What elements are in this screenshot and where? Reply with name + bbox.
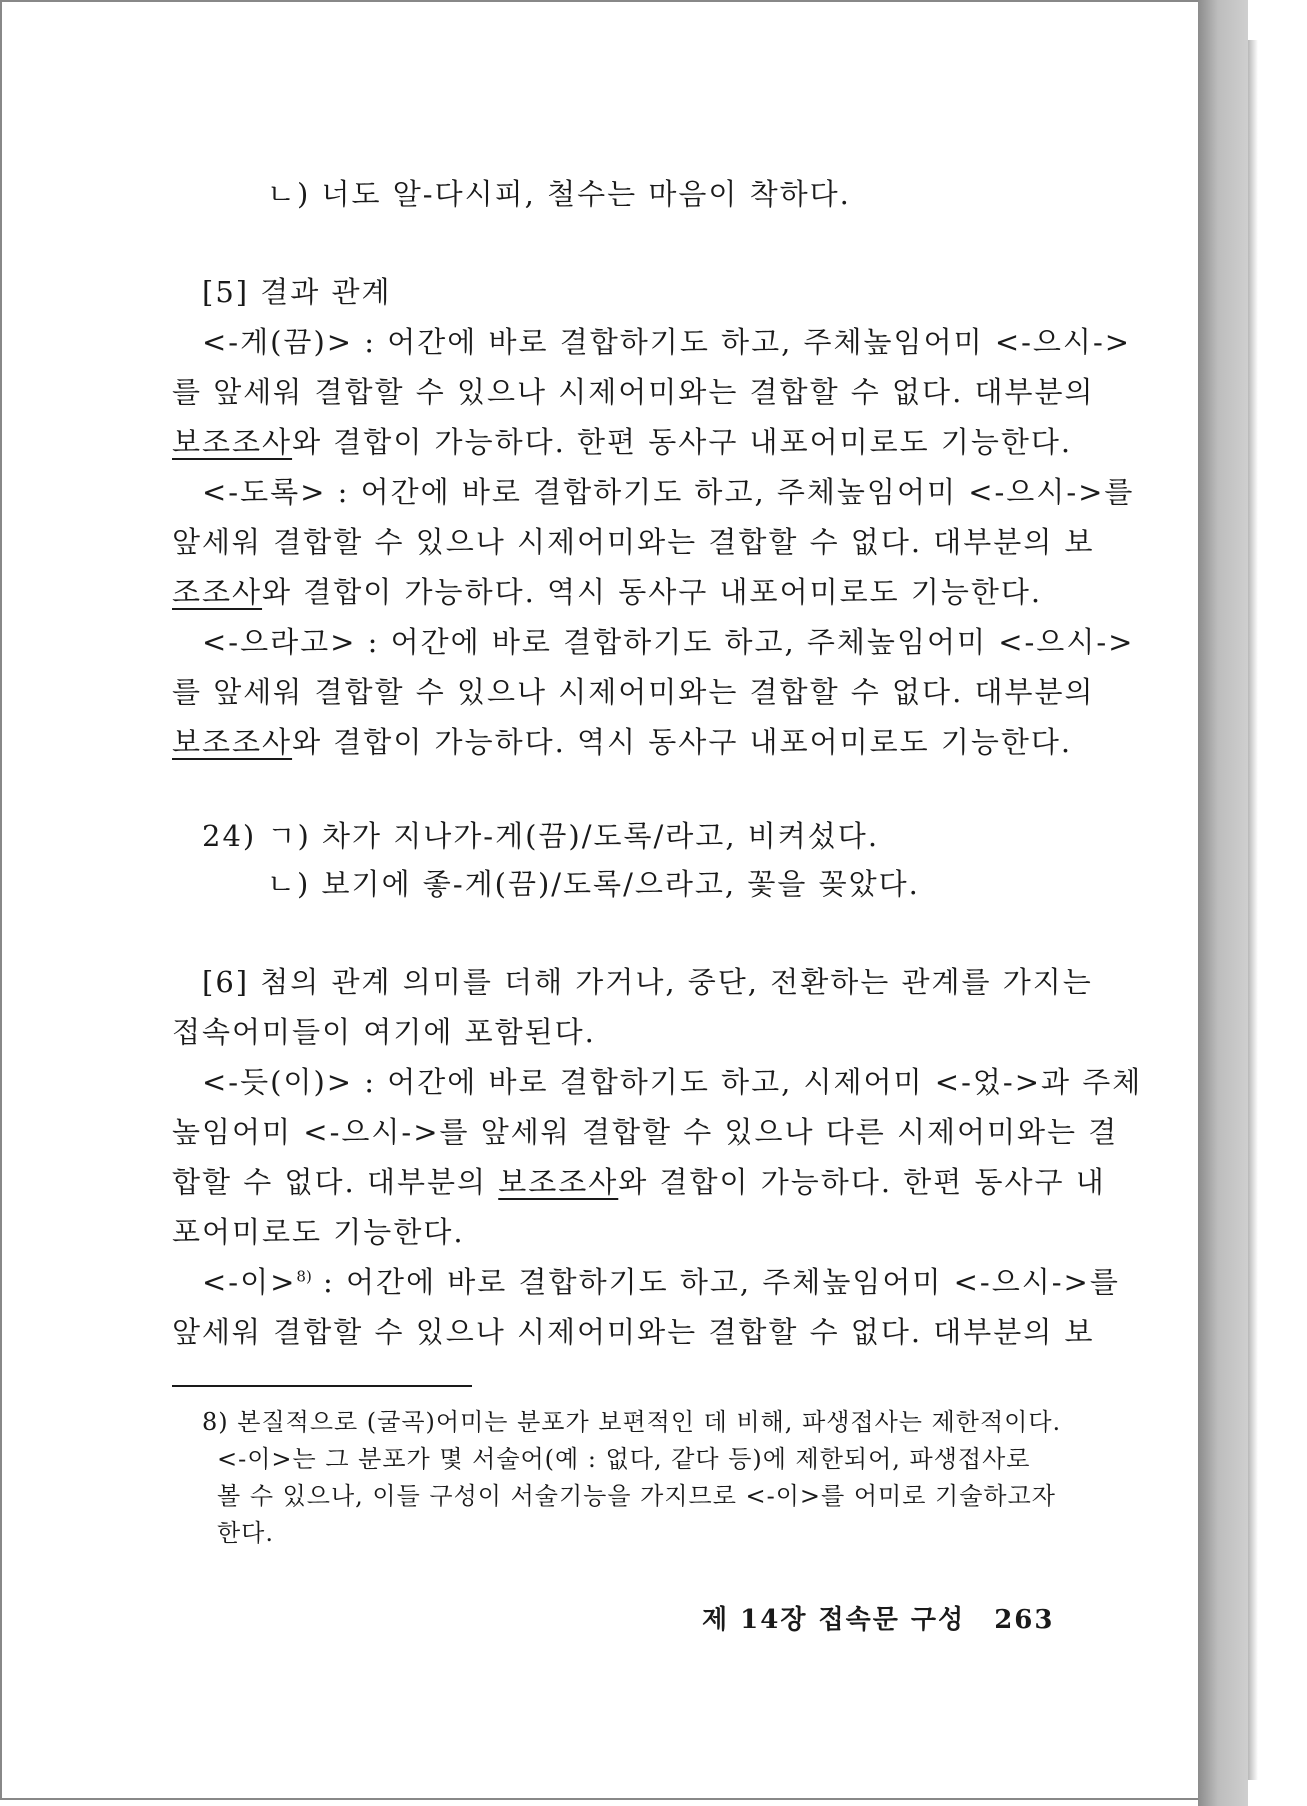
s6-p1-line2: 높임어미 <-으시->를 앞세워 결합할 수 있으나 다른 시제어미와는 결 bbox=[172, 1115, 1119, 1149]
underlined-term: 보조조사 bbox=[172, 725, 293, 759]
book-edge-shadow bbox=[1248, 40, 1258, 1780]
text-run: <-이> bbox=[202, 1265, 297, 1299]
text-run: 와 결합이 가능하다. 역시 동사구 내포어미로도 기능한다. bbox=[262, 575, 1043, 609]
example-24b: ㄴ) 보기에 좋-게(끔)/도록/으라고, 꽃을 꽂았다. bbox=[267, 867, 920, 901]
text-run: 와 결합이 가능하다. 한편 동사구 내 bbox=[618, 1165, 1106, 1199]
underlined-term: 조조사 bbox=[172, 575, 263, 609]
footnote-line4: 한다. bbox=[217, 1519, 274, 1547]
s5-p2-line1: <-도록> : 어간에 바로 결합하기도 하고, 주체높임어미 <-으시->를 bbox=[202, 475, 1135, 509]
underlined-term: 보조조사 bbox=[172, 425, 293, 459]
s6-p1-line1: <-듯(이)> : 어간에 바로 결합하기도 하고, 시제어미 <-었->과 주체 bbox=[202, 1065, 1143, 1099]
underlined-term: 보조조사 bbox=[498, 1165, 619, 1199]
s5-p3-line2: 를 앞세워 결합할 수 있으나 시제어미와는 결합할 수 없다. 대부분의 bbox=[172, 675, 1095, 709]
text-run: 와 결합이 가능하다. 한편 동사구 내포어미로도 기능한다. bbox=[292, 425, 1073, 459]
s6-p2-line1 bbox=[202, 1260, 1120, 1301]
example-24a: 24) ㄱ) 차가 지나가-게(끔)/도록/라고, 비켜섰다. bbox=[202, 819, 880, 853]
s6-p1-line3 bbox=[172, 1160, 1106, 1201]
text-run: : 어간에 바로 결합하기도 하고, 주체높임어미 <-으시->를 bbox=[311, 1265, 1120, 1299]
section-6-heading: [6] 첨의 관계 의미를 더해 가거나, 중단, 전환하는 관계를 가지는 bbox=[202, 965, 1093, 999]
s5-p2-line3 bbox=[172, 570, 1042, 611]
chapter-title: 제 14장 접속문 구성 bbox=[702, 1605, 966, 1635]
s5-p3-line3 bbox=[172, 720, 1072, 761]
s5-p1-line2: 를 앞세워 결합할 수 있으나 시제어미와는 결합할 수 없다. 대부분의 bbox=[172, 375, 1095, 409]
footnote-line3: 볼 수 있으나, 이들 구성이 서술기능을 가지므로 <-이>를 어미로 기술하고자 bbox=[217, 1482, 1056, 1510]
footnote-ref: 8) bbox=[296, 1267, 312, 1286]
text-run: 와 결합이 가능하다. 역시 동사구 내포어미로도 기능한다. bbox=[292, 725, 1073, 759]
page-number: 263 bbox=[994, 1605, 1055, 1635]
book-edge bbox=[1198, 0, 1248, 1806]
s5-p1-line3 bbox=[172, 420, 1072, 461]
section-5-heading: [5] 결과 관계 bbox=[202, 275, 392, 309]
s5-p1-line1: <-게(끔)> : 어간에 바로 결합하기도 하고, 주체높임어미 <-으시-> bbox=[202, 325, 1132, 359]
s6-p2-line2: 앞세워 결합할 수 있으나 시제어미와는 결합할 수 없다. 대부분의 보 bbox=[172, 1315, 1095, 1349]
s5-p2-line2: 앞세워 결합할 수 있으나 시제어미와는 결합할 수 없다. 대부분의 보 bbox=[172, 525, 1095, 559]
s6-p1-line4: 포어미로도 기능한다. bbox=[172, 1215, 465, 1249]
page-footer bbox=[702, 1599, 1055, 1636]
footnote-line2: <-이>는 그 분포가 몇 서술어(예 : 없다, 같다 등)에 제한되어, 파생접사로 bbox=[217, 1445, 1031, 1473]
s5-p3-line1: <-으라고> : 어간에 바로 결합하기도 하고, 주체높임어미 <-으시-> bbox=[202, 625, 1135, 659]
example-23b: ㄴ) 너도 알-다시피, 철수는 마음이 착하다. bbox=[267, 177, 851, 211]
section-6-heading-line2: 접속어미들이 여기에 포함된다. bbox=[172, 1015, 596, 1049]
footnote-line1: 8) 본질적으로 (굴곡)어미는 분포가 보편적인 데 비해, 파생접사는 제한적이다. bbox=[202, 1408, 1062, 1436]
text-run: 합할 수 없다. 대부분의 bbox=[172, 1165, 499, 1199]
footnote-divider bbox=[172, 1385, 472, 1387]
